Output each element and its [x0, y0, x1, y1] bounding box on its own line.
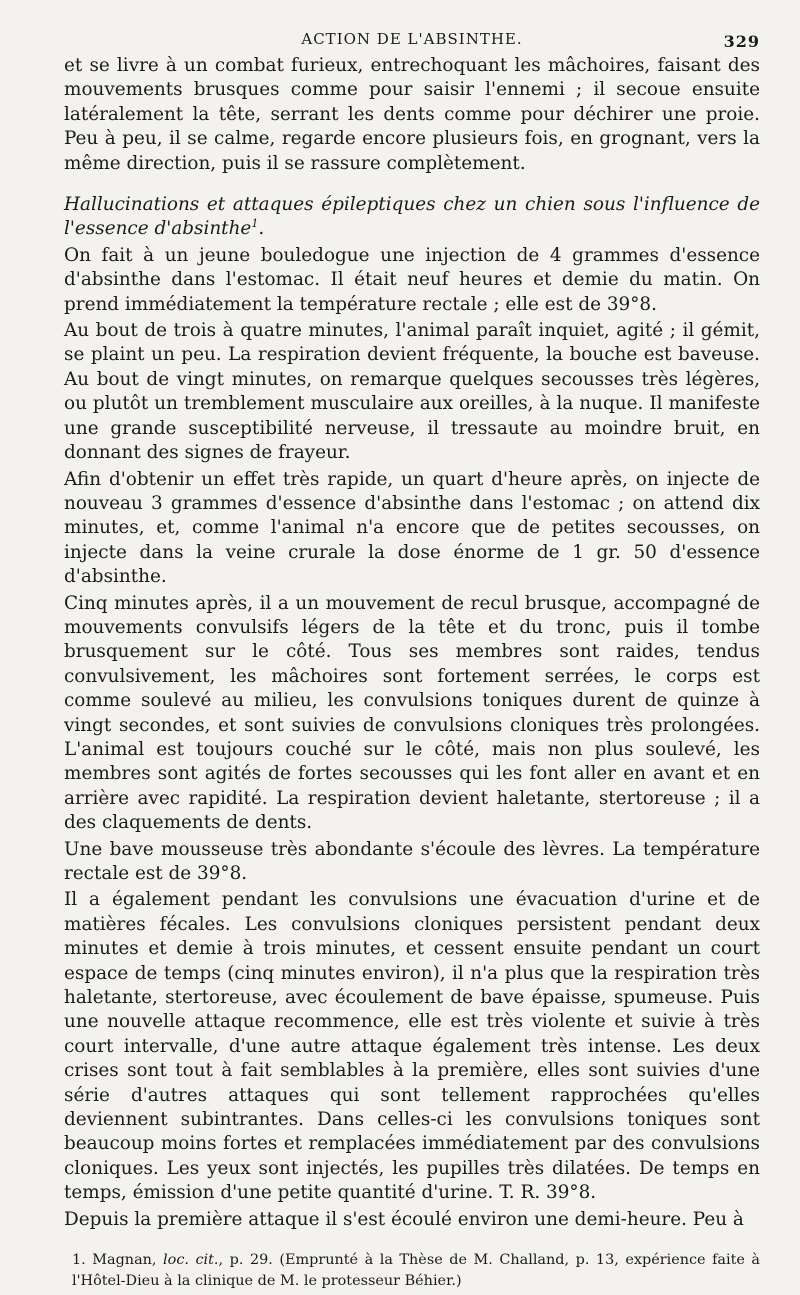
footnote-reference: 1 [251, 217, 259, 231]
paragraph: Cinq minutes après, il a un mouvement de recul brusque, accompagné de mouvements convulsifs légers de la tête et du tronc, puis il tombe brusquement sur le côté. Tous ses membres sont raides, tendus convulsivement, les mâchoires sont fortement serrées, le corps est comme soulevé au milieu, les convulsions toniques durent de quinze à vingt secondes, et sont suivies de convulsions cloniques très prolongées. L'animal est toujours couché sur le côté, mais non plus soulevé, les membres sont agités de fortes secousses qui les font aller en avant et en arrière avec rapidité. La respiration devient haletante, stertoreuse ; il a des claquements de dents. [64, 592, 760, 834]
footnotes [64, 1250, 760, 1292]
footnote-loc-cit: loc. cit. [163, 1252, 219, 1269]
body-text [64, 54, 760, 1232]
paragraph: Afin d'obtenir un effet très rapide, un quart d'heure après, on injecte de nouveau 3 grammes d'essence d'absinthe dans l'estomac ; on attend dix minutes, et, comme l'animal n'a encore que de petites secousses, on injecte dans la veine crurale la dose énorme de 1 gr. 50 d'essence d'absinthe. [64, 468, 760, 588]
paragraph: Depuis la première attaque il s'est écoulé environ une demi-heure. Peu à [64, 1208, 744, 1230]
running-head [64, 22, 760, 50]
section-heading-text: Hallucinations et attaques épileptiques chez un chien sous l'influence de l'essence d'absinthe [64, 194, 760, 240]
section-heading [64, 193, 760, 242]
paragraph-continuation: et se livre à un combat furieux, entrechoquant les mâchoires, faisant des mouvements brusques comme pour saisir l'ennemi ; il secoue ensuite latéralement la tête, serrant les dents comme pour déchirer une proie. Peu à peu, il se calme, regarde encore plusieurs fois, en grognant, vers la même direction, puis il se rassure complètement. [64, 55, 760, 174]
paragraph: Il a également pendant les convulsions une évacuation d'urine et de matières fécales. Les convulsions cloniques persistent pendant deux minutes et demie à trois minutes, et cessent ensuite pendant un court espace de temps (cinq minutes environ), il n'a plus que la respiration très haletante, stertoreuse, avec écoulement de bave épaisse, spumeuse. Puis une nouvelle attaque recommence, elle est très violente et suivie à très court intervalle, d'une autre attaque également très intense. Les deux crises sont tout à fait semblables à la première, elles sont suivies d'une série d'autres attaques qui sont tellement rapprochées qu'elles deviennent subintrantes. Dans celles-ci les convulsions toniques sont beaucoup moins fortes et remplacées immédiatement par des convulsions cloniques. Les yeux sont injectés, les pupilles très dilatées. De temps en temps, émission d'une petite quantité d'urine. T. R. 39°8. [64, 889, 760, 1204]
footnote-text: , p. 29. (Emprunté à la Thèse de M. Challand, p. 13, expérience faite à l'Hôtel-Dieu à la clinique de M. le protesseur Béhier.) [72, 1252, 761, 1290]
running-title: ACTION DE L'ABSINTHE. [301, 30, 523, 48]
page-number: 329 [723, 32, 760, 51]
section-heading-end: . [258, 218, 265, 240]
footnote-1 [72, 1250, 760, 1292]
footnote-author: Magnan, [92, 1252, 157, 1269]
paragraph: Une bave mousseuse très abondante s'écoule des lèvres. La température rectale est de 39°8. [64, 838, 760, 884]
footnote-number: 1. [72, 1252, 86, 1269]
paragraph: On fait à un jeune bouledogue une injection de 4 grammes d'essence d'absinthe dans l'estomac. Il était neuf heures et demie du matin. On prend immédiatement la température rectale ; elle est de 39°8. [64, 244, 760, 315]
paragraph: Au bout de trois à quatre minutes, l'animal paraît inquiet, agité ; il gémit, se plaint un peu. La respiration devient fréquente, la bouche est baveuse. Au bout de vingt minutes, on remarque quelques secousses très légères, ou plutôt un tremblement musculaire aux oreilles, à la nuque. Il manifeste une grande susceptibilité nerveuse, il tressaute au moindre bruit, en donnant des signes de frayeur. [64, 320, 760, 464]
